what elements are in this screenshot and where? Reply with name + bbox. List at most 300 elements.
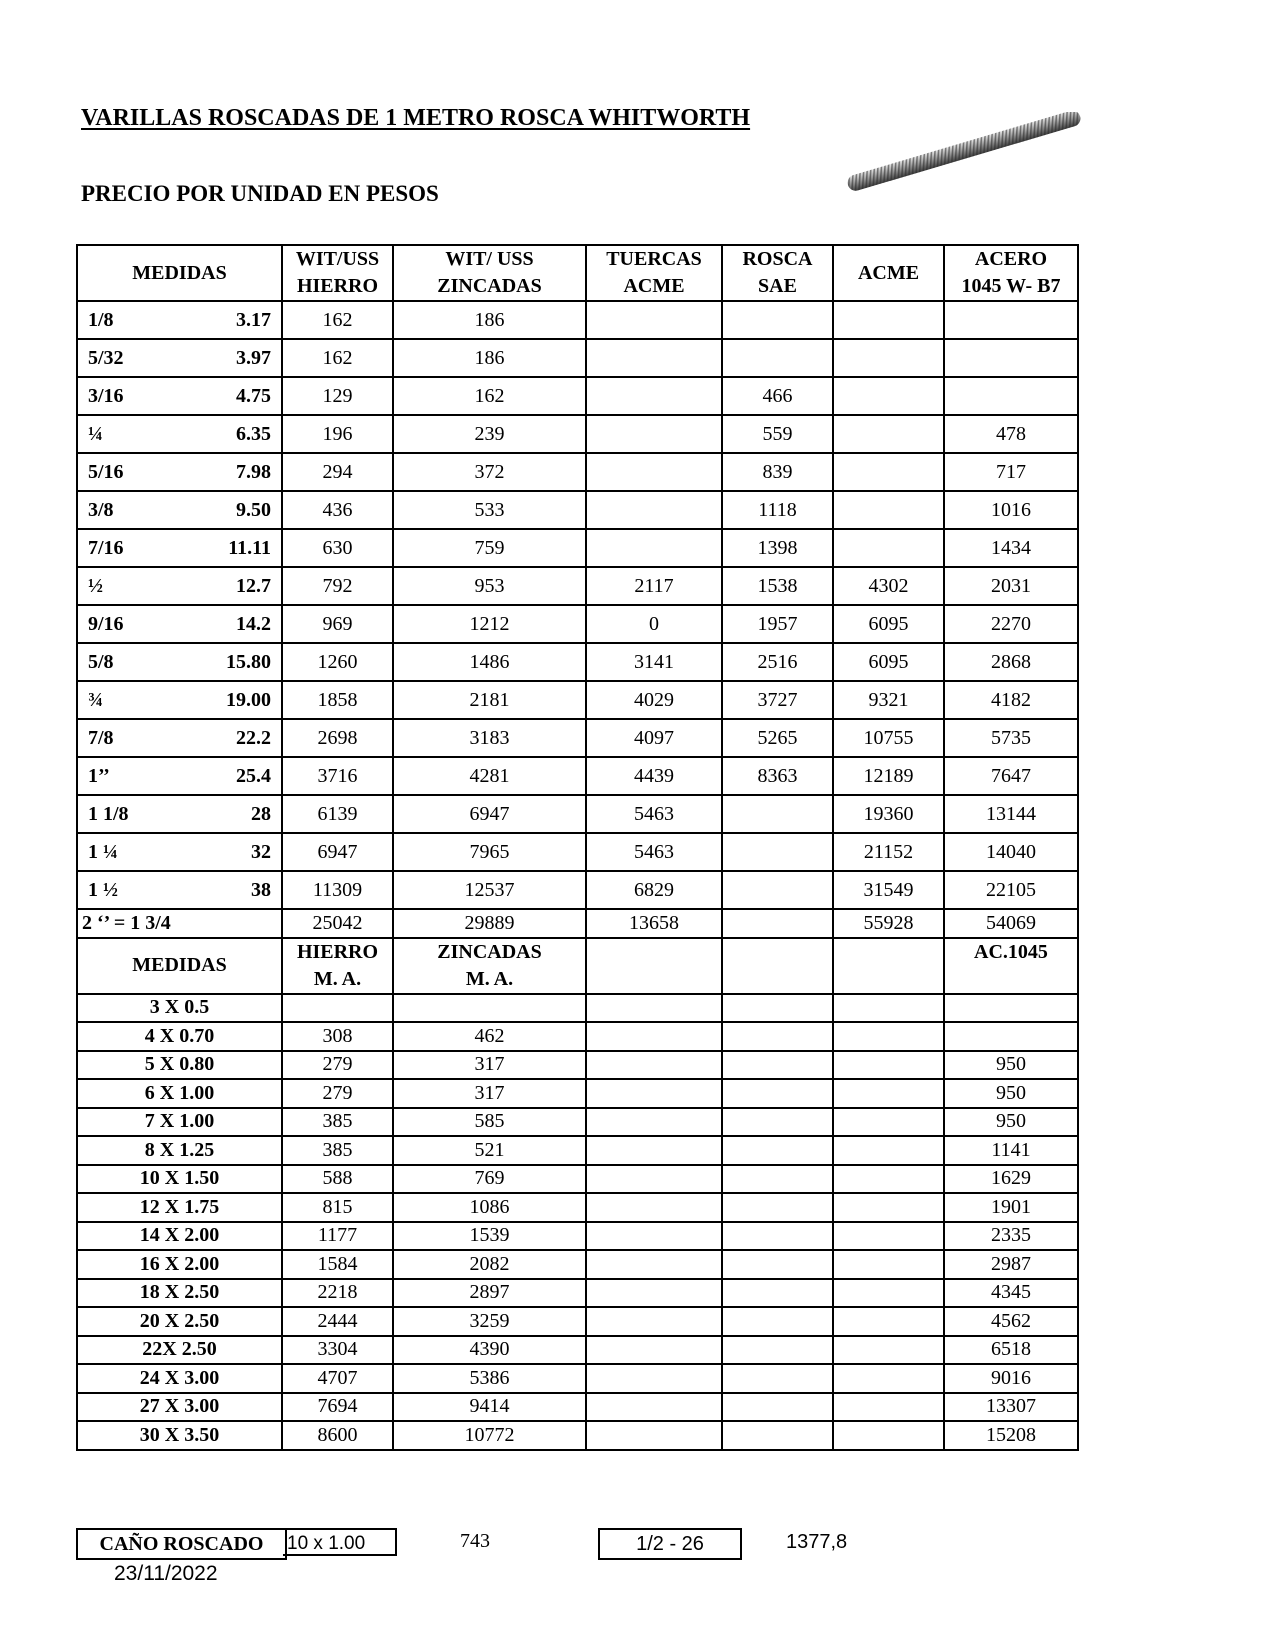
header-line: ACME (623, 275, 685, 297)
price-cell: 14040 (944, 833, 1078, 871)
table-row (77, 1336, 1078, 1365)
size-mm: 19.00 (226, 688, 271, 711)
price-cell: 2897 (393, 1279, 586, 1308)
price-cell: 12537 (393, 871, 586, 909)
price-cell (722, 339, 833, 377)
pipe-label: CAÑO ROSCADO (76, 1528, 287, 1560)
price-cell (833, 1222, 944, 1251)
price-cell: 162 (282, 339, 393, 377)
price-cell: 1486 (393, 643, 586, 681)
size-cell (77, 491, 282, 529)
price-cell (586, 1393, 722, 1422)
inch-header-cell (722, 245, 833, 301)
price-cell: 6829 (586, 871, 722, 909)
price-cell: 950 (944, 1108, 1078, 1137)
size-mm: 6.35 (236, 422, 271, 445)
price-cell: 969 (282, 605, 393, 643)
pipe-thread-price: 1377,8 (786, 1531, 848, 1553)
price-cell: 2181 (393, 681, 586, 719)
price-cell: 12189 (833, 757, 944, 795)
price-cell (586, 1279, 722, 1308)
price-cell (833, 1364, 944, 1393)
price-cell: 5265 (722, 719, 833, 757)
price-cell: 13658 (586, 909, 722, 938)
price-cell: 6947 (393, 795, 586, 833)
table-row (77, 339, 1078, 377)
size-fraction: 1’’ (88, 764, 110, 787)
price-cell: 9016 (944, 1364, 1078, 1393)
price-cell (586, 1250, 722, 1279)
price-cell (586, 994, 722, 1023)
size-mm: 22.2 (236, 726, 271, 749)
header-line: WIT/USS (295, 248, 380, 270)
price-cell: 792 (282, 567, 393, 605)
price-cell: 4390 (393, 1336, 586, 1365)
price-cell (722, 1136, 833, 1165)
size-cell: 20 X 2.50 (77, 1307, 282, 1336)
price-cell (282, 994, 393, 1023)
price-cell (722, 301, 833, 339)
size-fraction: 1 ¼ (88, 840, 118, 863)
price-cell: 55928 (833, 909, 944, 938)
price-cell: 466 (722, 377, 833, 415)
metric-header-cell: AC.1045 (944, 938, 1078, 994)
price-cell (944, 1022, 1078, 1051)
price-cell (833, 1421, 944, 1450)
table-row (77, 1421, 1078, 1450)
price-cell (586, 1222, 722, 1251)
price-cell: 559 (722, 415, 833, 453)
header-line: ZINCADAS (437, 940, 542, 963)
size-cell (77, 757, 282, 795)
price-cell: 3259 (393, 1307, 586, 1336)
metric-header-cell (282, 938, 393, 994)
size-fraction: 5/16 (88, 460, 124, 483)
size-fraction: 7/16 (88, 536, 124, 559)
price-cell: 5463 (586, 795, 722, 833)
price-cell: 10772 (393, 1421, 586, 1450)
size-fraction: ½ (88, 574, 103, 597)
price-cell: 8600 (282, 1421, 393, 1450)
price-cell (944, 301, 1078, 339)
table-row (77, 529, 1078, 567)
price-cell (722, 1364, 833, 1393)
price-cell: 294 (282, 453, 393, 491)
size-cell (77, 377, 282, 415)
size-cell (77, 453, 282, 491)
size-cell: 16 X 2.00 (77, 1250, 282, 1279)
price-cell: 3727 (722, 681, 833, 719)
price-cell: 1118 (722, 491, 833, 529)
pipe-price: 743 (460, 1530, 490, 1552)
size-cell: 10 X 1.50 (77, 1165, 282, 1194)
size-fraction: 1 1/8 (88, 802, 129, 825)
price-cell: 186 (393, 301, 586, 339)
price-cell (722, 795, 833, 833)
table-row (77, 1079, 1078, 1108)
table-row (77, 909, 1078, 938)
price-cell (944, 339, 1078, 377)
table-row (77, 1393, 1078, 1422)
table-row (77, 757, 1078, 795)
price-cell (722, 1307, 833, 1336)
table-row (77, 1193, 1078, 1222)
size-cell (77, 681, 282, 719)
price-cell: 4439 (586, 757, 722, 795)
price-cell: 7965 (393, 833, 586, 871)
price-cell (833, 1022, 944, 1051)
price-cell: 15208 (944, 1421, 1078, 1450)
price-cell: 10755 (833, 719, 944, 757)
price-cell: 21152 (833, 833, 944, 871)
price-cell (833, 1307, 944, 1336)
price-cell (586, 1136, 722, 1165)
price-cell (722, 871, 833, 909)
price-cell (833, 491, 944, 529)
price-cell (586, 1051, 722, 1080)
table-row (77, 567, 1078, 605)
table-row (77, 1307, 1078, 1336)
size-cell: 8 X 1.25 (77, 1136, 282, 1165)
size-cell: 2 ‘’ = 1 3/4 (77, 909, 282, 938)
size-cell (77, 529, 282, 567)
price-cell (722, 1336, 833, 1365)
size-cell: 7 X 1.00 (77, 1108, 282, 1137)
price-cell: 162 (393, 377, 586, 415)
price-cell: 8363 (722, 757, 833, 795)
price-cell: 436 (282, 491, 393, 529)
table-row (77, 1108, 1078, 1137)
threaded-rod-image (838, 112, 1088, 202)
table-row (77, 1279, 1078, 1308)
table-row (77, 377, 1078, 415)
price-cell: 6095 (833, 643, 944, 681)
price-cell (722, 1165, 833, 1194)
price-cell: 4302 (833, 567, 944, 605)
price-cell: 385 (282, 1108, 393, 1137)
price-cell: 4182 (944, 681, 1078, 719)
price-cell (833, 1136, 944, 1165)
price-cell: 3141 (586, 643, 722, 681)
price-cell: 317 (393, 1051, 586, 1080)
metric-header-cell (833, 938, 944, 994)
price-cell: 1177 (282, 1222, 393, 1251)
size-mm: 15.80 (226, 650, 271, 673)
table-row (77, 871, 1078, 909)
size-fraction: 7/8 (88, 726, 114, 749)
size-cell (77, 301, 282, 339)
price-cell (833, 301, 944, 339)
table-row (77, 994, 1078, 1023)
price-cell (833, 1108, 944, 1137)
price-cell (722, 909, 833, 938)
price-cell (393, 994, 586, 1023)
header-line: HIERRO (296, 940, 379, 963)
price-cell: 3183 (393, 719, 586, 757)
price-cell: 950 (944, 1051, 1078, 1080)
header-line: SAE (758, 275, 797, 297)
price-cell (586, 1165, 722, 1194)
price-cell: 13144 (944, 795, 1078, 833)
price-cell (722, 1279, 833, 1308)
size-cell: 30 X 3.50 (77, 1421, 282, 1450)
price-cell: 25042 (282, 909, 393, 938)
price-cell: 5463 (586, 833, 722, 871)
price-cell: 385 (282, 1136, 393, 1165)
price-cell (833, 339, 944, 377)
price-cell: 129 (282, 377, 393, 415)
price-cell: 1957 (722, 605, 833, 643)
size-cell: 24 X 3.00 (77, 1364, 282, 1393)
size-cell: 14 X 2.00 (77, 1222, 282, 1251)
header-line: M. A. (465, 967, 514, 990)
size-mm: 38 (251, 878, 271, 901)
price-cell: 1629 (944, 1165, 1078, 1194)
header-line: WIT/ USS (445, 248, 534, 270)
price-cell: 1901 (944, 1193, 1078, 1222)
price-cell: 279 (282, 1079, 393, 1108)
price-cell (722, 1393, 833, 1422)
table-row (77, 795, 1078, 833)
table-row (77, 1222, 1078, 1251)
price-cell: 7647 (944, 757, 1078, 795)
size-cell: 6 X 1.00 (77, 1079, 282, 1108)
size-cell: 3 X 0.5 (77, 994, 282, 1023)
size-cell: 18 X 2.50 (77, 1279, 282, 1308)
price-table (76, 244, 1079, 1451)
price-cell: 630 (282, 529, 393, 567)
price-cell: 2987 (944, 1250, 1078, 1279)
price-cell (586, 529, 722, 567)
price-cell: 1212 (393, 605, 586, 643)
size-fraction: 3/16 (88, 384, 124, 407)
price-cell: 4281 (393, 757, 586, 795)
price-cell (833, 529, 944, 567)
price-cell: 7694 (282, 1393, 393, 1422)
price-cell: 0 (586, 605, 722, 643)
size-cell (77, 339, 282, 377)
price-cell (833, 1051, 944, 1080)
price-cell (586, 453, 722, 491)
price-cell: 950 (944, 1079, 1078, 1108)
price-cell (586, 1307, 722, 1336)
table-row (77, 453, 1078, 491)
price-cell: 196 (282, 415, 393, 453)
size-mm: 12.7 (236, 574, 271, 597)
inch-header-cell: MEDIDAS (77, 245, 282, 301)
price-cell: 769 (393, 1165, 586, 1194)
price-cell (722, 1079, 833, 1108)
table-row (77, 681, 1078, 719)
price-cell (586, 1022, 722, 1051)
size-fraction: 9/16 (88, 612, 124, 635)
metric-header-cell: MEDIDAS (77, 938, 282, 994)
price-cell: 2031 (944, 567, 1078, 605)
size-mm: 28 (251, 802, 271, 825)
price-cell: 1141 (944, 1136, 1078, 1165)
price-cell: 759 (393, 529, 586, 567)
header-line: M. A. (313, 967, 362, 990)
size-cell (77, 719, 282, 757)
table-row (77, 719, 1078, 757)
size-cell (77, 567, 282, 605)
price-cell (586, 1421, 722, 1450)
size-mm: 3.17 (236, 308, 271, 331)
size-fraction: ¼ (88, 422, 103, 445)
inch-header-cell (944, 245, 1078, 301)
price-cell: 462 (393, 1022, 586, 1051)
price-cell (833, 994, 944, 1023)
header-line: HIERRO (296, 275, 379, 297)
price-cell: 5386 (393, 1364, 586, 1393)
price-cell: 22105 (944, 871, 1078, 909)
metric-header-row (77, 938, 1078, 994)
price-cell: 3304 (282, 1336, 393, 1365)
price-cell: 162 (282, 301, 393, 339)
price-cell: 839 (722, 453, 833, 491)
price-cell: 1398 (722, 529, 833, 567)
price-cell: 11309 (282, 871, 393, 909)
price-cell: 9321 (833, 681, 944, 719)
pipe-size: 10 x 1.00 (283, 1528, 397, 1556)
price-cell: 186 (393, 339, 586, 377)
size-fraction: 1/8 (88, 308, 114, 331)
price-cell (833, 1250, 944, 1279)
page-subtitle: PRECIO POR UNIDAD EN PESOS (81, 181, 439, 206)
size-cell (77, 605, 282, 643)
price-cell (833, 1079, 944, 1108)
price-cell: 1584 (282, 1250, 393, 1279)
price-cell (833, 1165, 944, 1194)
pipe-thread: 1/2 - 26 (598, 1528, 742, 1560)
price-cell: 9414 (393, 1393, 586, 1422)
size-mm: 3.97 (236, 346, 271, 369)
header-line: ZINCADAS (437, 275, 542, 297)
price-cell (833, 1336, 944, 1365)
size-fraction: 3/8 (88, 498, 114, 521)
price-cell: 2117 (586, 567, 722, 605)
metric-header-cell (586, 938, 722, 994)
inch-header-row (77, 245, 1078, 301)
price-cell: 4097 (586, 719, 722, 757)
price-cell: 1434 (944, 529, 1078, 567)
size-cell: 12 X 1.75 (77, 1193, 282, 1222)
price-cell (586, 301, 722, 339)
price-cell (586, 1079, 722, 1108)
table-row (77, 605, 1078, 643)
table-row (77, 301, 1078, 339)
table-row (77, 1022, 1078, 1051)
price-cell: 29889 (393, 909, 586, 938)
price-cell: 815 (282, 1193, 393, 1222)
price-cell: 5735 (944, 719, 1078, 757)
price-cell (833, 1193, 944, 1222)
price-cell: 1086 (393, 1193, 586, 1222)
inch-header-cell: ACME (833, 245, 944, 301)
price-cell (944, 994, 1078, 1023)
price-cell: 308 (282, 1022, 393, 1051)
size-mm: 32 (251, 840, 271, 863)
price-cell: 2516 (722, 643, 833, 681)
price-cell (944, 377, 1078, 415)
date: 23/11/2022 (114, 1562, 218, 1585)
price-cell: 4029 (586, 681, 722, 719)
price-cell: 1016 (944, 491, 1078, 529)
price-cell: 2444 (282, 1307, 393, 1336)
price-cell (586, 491, 722, 529)
inch-header-cell (393, 245, 586, 301)
table-row (77, 415, 1078, 453)
size-mm: 4.75 (236, 384, 271, 407)
size-mm: 7.98 (236, 460, 271, 483)
price-cell: 2868 (944, 643, 1078, 681)
price-cell: 2218 (282, 1279, 393, 1308)
page-title: VARILLAS ROSCADAS DE 1 METRO ROSCA WHITWORTH (81, 105, 751, 131)
price-cell: 317 (393, 1079, 586, 1108)
size-cell (77, 833, 282, 871)
price-cell (722, 1421, 833, 1450)
price-cell: 953 (393, 567, 586, 605)
table-row (77, 643, 1078, 681)
size-fraction: 5/32 (88, 346, 124, 369)
header-line: TUERCAS (606, 248, 702, 270)
inch-header-cell (282, 245, 393, 301)
table-row (77, 1051, 1078, 1080)
table-row (77, 1136, 1078, 1165)
price-cell (833, 1393, 944, 1422)
table-row (77, 1364, 1078, 1393)
price-cell: 1539 (393, 1222, 586, 1251)
table-row (77, 1165, 1078, 1194)
price-cell (722, 1222, 833, 1251)
price-cell: 521 (393, 1136, 586, 1165)
size-cell (77, 871, 282, 909)
price-cell: 533 (393, 491, 586, 529)
price-cell (586, 1364, 722, 1393)
price-cell (722, 1108, 833, 1137)
size-mm: 25.4 (236, 764, 271, 787)
price-cell: 2698 (282, 719, 393, 757)
price-cell (722, 833, 833, 871)
price-cell: 279 (282, 1051, 393, 1080)
price-cell: 1858 (282, 681, 393, 719)
table-row (77, 833, 1078, 871)
price-cell: 585 (393, 1108, 586, 1137)
inch-header-cell (586, 245, 722, 301)
price-cell: 19360 (833, 795, 944, 833)
price-cell: 372 (393, 453, 586, 491)
price-cell: 2335 (944, 1222, 1078, 1251)
size-fraction: ¾ (88, 688, 103, 711)
size-mm: 9.50 (236, 498, 271, 521)
size-mm: 14.2 (236, 612, 271, 635)
header-line: ACERO (974, 248, 1048, 270)
header-line: 1045 W- B7 (961, 275, 1061, 297)
price-cell: 4562 (944, 1307, 1078, 1336)
price-cell (586, 339, 722, 377)
price-cell: 1538 (722, 567, 833, 605)
size-cell: 5 X 0.80 (77, 1051, 282, 1080)
price-cell (722, 994, 833, 1023)
price-cell (833, 1279, 944, 1308)
size-cell: 22X 2.50 (77, 1336, 282, 1365)
size-cell (77, 415, 282, 453)
price-cell: 6518 (944, 1336, 1078, 1365)
price-cell (833, 415, 944, 453)
price-cell: 1260 (282, 643, 393, 681)
price-cell (833, 377, 944, 415)
price-cell (833, 453, 944, 491)
